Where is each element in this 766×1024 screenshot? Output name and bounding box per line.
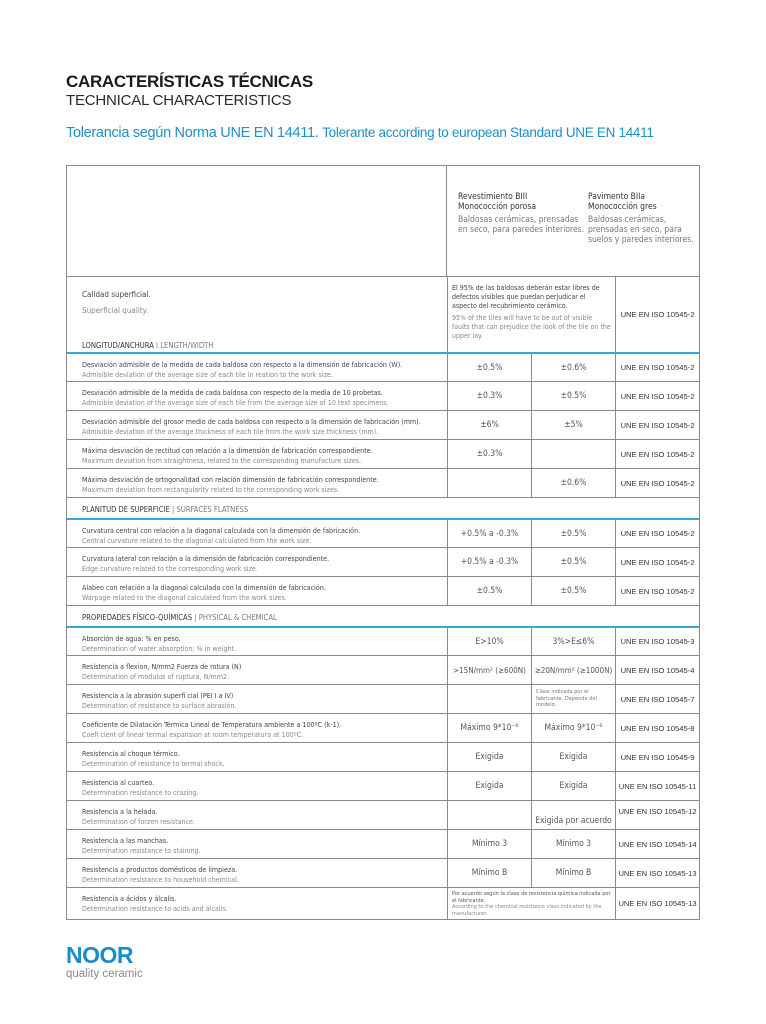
table-row [67,800,699,829]
row-label-es: Resistencia a la helada. [82,807,158,816]
norm-cell: UNE EN ISO 10545-8 [615,714,699,742]
row-label-en: Coefi cient of linear termal expansion at room temperatura at 100ºC. [82,730,304,739]
table-row [67,439,699,468]
norm-cell: UNE EN ISO 10545-9 [615,743,699,771]
row-label-cell [67,830,447,858]
section-title-es: PLANITUD DE SUPERFICIE [82,505,170,514]
row-label-en: Admisible deviation of the average size of each tile from the average size of 10 text specimens. [82,398,389,407]
section-title-en: LENGTH/WIDTH [160,341,214,350]
row-label-en: Determination resistance to staining. [82,846,201,855]
acids-value-es: Por acuerdo según la clase de resistencia química indicada por el fabricante. [452,891,611,904]
table-row [67,829,699,858]
norm-cell: UNE EN ISO 10545-2 [615,440,699,468]
value-pavimento: ±0.6% [531,469,615,497]
row-label-es: Resistencia al cuarteo. [82,778,155,787]
value-revestimiento: Mínimo B [447,859,531,887]
row-label-es: Curvatura lateral con relación a la dimensión de fabricación correspondiente. [82,554,330,563]
table-row [67,713,699,742]
value-pavimento: ±5% [531,411,615,439]
row-label-cell [67,888,447,919]
row-label-cell [67,469,447,497]
row-label-es: Coeficiente de Dilatación Térmica Lineal de Temperatura ambiente a 100ºC (k-1). [82,720,342,729]
row-label-es: Resistencia al choque térmico. [82,749,180,758]
quality-value-cell [447,277,615,352]
row-label-es: Absorción de agua: % en peso. [82,634,181,643]
value-pavimento [531,440,615,468]
col2-title1: Pavimento BIIa [588,192,646,202]
quality-label-cell [67,277,447,352]
row-label-en: Central curvature related to the diagonal calculated from the work size. [82,536,312,545]
row-label-en: Determination resistance to crazing. [82,788,199,797]
acids-norm: UNE EN ISO 10545-13 [615,888,699,919]
table-row [67,381,699,410]
row-label-en: Determination resistance to household chemical. [82,875,239,884]
value-pavimento: Exigida [531,743,615,771]
table-row-acids [67,887,699,919]
row-label-en: Edge curvature related to the corresponding work size. [82,564,258,573]
section-separator: | [194,613,197,622]
value-revestimiento: ±6% [447,411,531,439]
table-row [67,858,699,887]
section-separator: | [171,505,175,514]
quality-row [67,276,699,352]
logo-brand: NOOR [66,942,133,968]
row-label-es: Desviación admisible de la medida de cada baldosa con respecto a la dimensión de fabricación (W). [82,360,403,369]
norm-cell: UNE EN ISO 10545-2 [615,577,699,605]
table-row [67,576,699,605]
sections-container [67,352,699,887]
col2-desc: Baldosas cerámicas, prensadas en seco, para suelos y paredes interiores. [588,215,694,245]
row-label-cell [67,801,447,829]
row-label-cell [67,577,447,605]
subtitle [66,125,654,141]
section-title-length-width [82,341,213,350]
value-pavimento: Máximo 9*10⁻⁶ [531,714,615,742]
value-revestimiento: >15N/mm² (≥600N) [447,656,531,684]
section-header-row [67,605,699,626]
row-label-en: Determination of modulus of ruptura, N/mm2. [82,672,230,681]
col2-title2: Monococción gres [588,202,657,212]
section-title [67,498,699,518]
table-row [67,518,699,547]
value-revestimiento [447,469,531,497]
row-label-en: Maximum deviation from rectangularity related to the corresponding work sizes. [82,485,340,494]
value-revestimiento: +0.5% a -0.3% [447,548,531,576]
row-label-es: Resistencia a ácidos y álcalis. [82,894,177,903]
value-pavimento: ±0.5% [531,548,615,576]
row-label-cell [67,548,447,576]
row-label-en: Determination of resistance to termal shock. [82,759,225,768]
col1-title2: Monococción porosa [458,202,537,212]
table-row [67,771,699,800]
row-label-en: Maximum deviation from straightness, related to the corresponding manufacture sizes. [82,456,362,465]
row-label-es: Alabeo con relación a la diagonal calculada con la dimensión de fabricación. [82,583,326,592]
col1-title1: Revestimiento BIII [458,192,528,202]
section-title-en: SURFACES FLATNESS [176,505,249,514]
row-label-es: Resistencia a productos domésticos de limpieza. [82,865,238,874]
table-header-row [67,166,699,276]
value-revestimiento: Mínimo 3 [447,830,531,858]
row-label-cell [67,411,447,439]
value-pavimento: Exigida [531,772,615,800]
value-revestimiento: ±0.5% [447,354,531,381]
value-pavimento: ≥20N/mm² (≥1000N) [531,656,615,684]
table-row [67,547,699,576]
row-label-cell [67,520,447,547]
row-label-cell [67,772,447,800]
value-revestimiento: ±0.3% [447,382,531,410]
row-label-cell [67,440,447,468]
value-revestimiento: ±0.3% [447,440,531,468]
value-revestimiento [447,685,531,713]
section-header-row [67,497,699,518]
norm-cell: UNE EN ISO 10545-14 [615,830,699,858]
row-label-es: Curvatura central con relación a la diagonal calculada con la dimensión de fabricación. [82,526,361,535]
title-es: CARACTERÍSTICAS TÉCNICAS [66,72,313,91]
row-label-cell [67,382,447,410]
row-label-es: Resistencia a la abrasión superfi cial (PEI I a IV) [82,691,234,700]
norm-cell: UNE EN ISO 10545-4 [615,656,699,684]
row-label-es: Resistencia a flexion, N/mm2 Fuerza de rotura (N) [82,662,242,671]
row-label-es: Máxima desviación de ortogonalidad con relación dimensión de fabricación correspondiente. [82,475,379,484]
section-title-es: PROPIEDADES FÍSICO-QUÍMICAS [82,613,193,622]
norm-cell: UNE EN ISO 10545-2 [615,548,699,576]
quality-label-es: Calidad superficial. [82,290,151,299]
row-label-es: Desviación admisible del grosor medio de cada baldosa con respecto a la dimensión de fabricación (mm). [82,417,421,426]
value-pavimento-note: Clase indicada por el fabricante. Depende del modelo. [536,689,597,709]
value-revestimiento: Máximo 9*10⁻⁶ [447,714,531,742]
section-title-es: LONGITUD/ANCHURA [82,341,154,350]
row-label-en: Admisible deviation of the average size of each tile in reation to the work size. [82,370,333,379]
norm-cell: UNE EN ISO 10545-2 [615,382,699,410]
row-label-cell [67,743,447,771]
value-pavimento: ±0.5% [531,382,615,410]
row-label-cell [67,685,447,713]
row-label-cell [67,628,447,655]
norm-cell: UNE EN ISO 10545-12 [615,801,699,829]
value-pavimento: ±0.6% [531,354,615,381]
quality-value-es: El 95% de las baldosas deberán estar libres de defectos visibles que puedan perjudicar el aspecto del recubrimiento cerámico. [452,284,600,310]
row-label-es: Resistencia a las manchas. [82,836,169,845]
value-pavimento: Mínimo 3 [531,830,615,858]
row-label-cell [67,859,447,887]
col1-desc: Baldosas cerámicas, prensadas en seco, para paredes interiores. [458,215,585,235]
quality-norm: UNE EN ISO 10545-2 [615,277,699,352]
row-label-cell [67,714,447,742]
table-row [67,655,699,684]
row-label-en: Determination of water absorption: % in weight. [82,644,237,653]
norm-cell: UNE EN ISO 10545-11 [615,772,699,800]
norm-cell: UNE EN ISO 10545-2 [615,354,699,381]
value-revestimiento [447,801,531,829]
value-pavimento: Mínimo B [531,859,615,887]
column-header-pavimento [588,192,700,245]
norm-cell: UNE EN ISO 10545-2 [615,411,699,439]
norm-cell: UNE EN ISO 10545-13 [615,859,699,887]
table-row [67,742,699,771]
quality-value-en: 95% of the tiles will have to be out of visible faults that can prejudice the look of the tile on the upper lay. [452,314,611,340]
row-label-cell [67,656,447,684]
row-label-en: Determination of resistance to surface abrasión. [82,701,237,710]
row-label-en: Admisible deviation of the average thickness of each tile from the work size thickness (mm). [82,427,379,436]
quality-label-en: Superficial quality. [82,306,149,315]
row-label-cell [67,354,447,381]
row-label-en: Determination of forzen resistance. [82,817,195,826]
value-pavimento: ±0.5% [531,520,615,547]
table-row [67,626,699,655]
value-pavimento [531,685,615,713]
value-revestimiento: Exigida [447,743,531,771]
subtitle-en: Tolerante according to european Standard UNE EN 14411 [322,125,654,140]
norm-cell: UNE EN ISO 10545-7 [615,685,699,713]
value-pavimento: Exigida por acuerdo [531,801,615,829]
norm-cell: UNE EN ISO 10545-2 [615,469,699,497]
technical-table [66,165,700,920]
value-revestimiento: ±0.5% [447,577,531,605]
noor-logo [66,944,143,980]
table-row [67,684,699,713]
value-revestimiento: Exigida [447,772,531,800]
value-revestimiento: E>10% [447,628,531,655]
row-label-en: Determination resistance to acids and álcalis. [82,904,228,913]
subtitle-es: Tolerancia según Norma UNE EN 14411. [66,125,319,141]
value-pavimento: 3%>E≤6% [531,628,615,655]
acids-merged-value [447,888,615,919]
value-revestimiento: +0.5% a -0.3% [447,520,531,547]
table-row [67,468,699,497]
section-title-en: PHYSICAL & CHEMICAL [198,613,277,622]
table-row [67,410,699,439]
table-row [67,352,699,381]
value-pavimento: ±0.5% [531,577,615,605]
section-separator: I [156,341,159,350]
row-label-en: Warpage related to the diagonal calculated from the work sizes. [82,593,287,602]
column-header-revestimiento [458,192,588,235]
norm-cell: UNE EN ISO 10545-3 [615,628,699,655]
logo-tagline: quality ceramic [66,968,143,980]
header-empty-cell [67,166,446,276]
acids-value-en: According to the chemical resistance class indicated by the manufacturer. [452,904,602,917]
row-label-es: Máxima desviación de rectitud con relación a la dimensión de fabricación correspondiente. [82,446,373,455]
section-title [67,606,699,626]
title-en: TECHNICAL CHARACTERISTICS [66,92,292,109]
row-label-es: Desviación admisible de la medida de cada baldosa con respecto de la media de 10 probetas. [82,388,383,397]
norm-cell: UNE EN ISO 10545-2 [615,520,699,547]
